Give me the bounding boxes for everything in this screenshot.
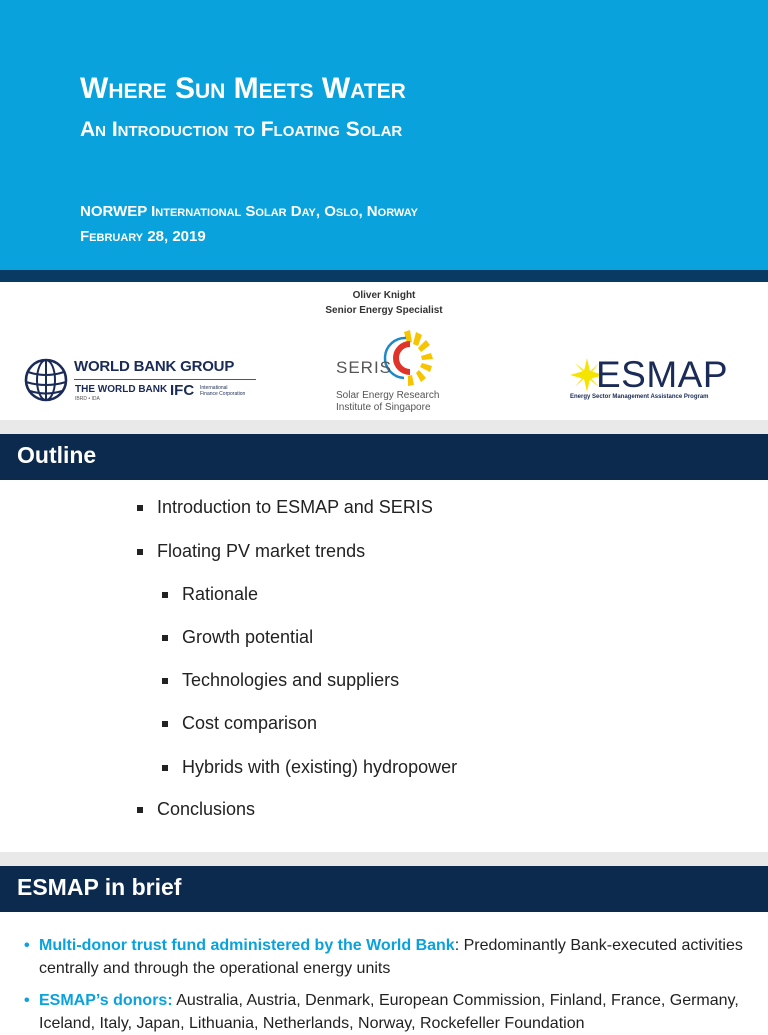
brief-bullet-highlight: Multi-donor trust fund administered by the World Bank — [39, 937, 455, 954]
brief-bullet-highlight: ESMAP’s donors: — [39, 992, 173, 1009]
slide-separator — [0, 420, 768, 434]
square-bullet-icon — [162, 635, 168, 641]
seris-wordmark: SERIS — [336, 358, 393, 377]
outline-heading: Outline — [17, 442, 97, 468]
brief-heading: ESMAP in brief — [17, 874, 182, 900]
esmap-wordmark: ESMAP — [596, 354, 729, 395]
outline-subitem: Rationale — [182, 584, 258, 605]
brief-bullet — [24, 989, 759, 1035]
seris-logo — [334, 328, 444, 418]
globe-icon — [24, 358, 68, 402]
title-slide — [0, 0, 768, 420]
square-bullet-icon — [137, 549, 143, 555]
square-bullet-icon — [137, 505, 143, 511]
wbg-ifc-full — [200, 385, 245, 397]
ifc-full-line2: Finance Corporation — [200, 391, 246, 397]
brief-bullet-text: Australia, Austria, Denmark, European Commission, Finland, France, Germany, Iceland, Italy, Japan, Lithuania, Netherlands, Norway, Rockefeller Foundation — [39, 992, 739, 1032]
wbg-ifc: IFC — [170, 382, 195, 399]
brief-bullet — [24, 934, 759, 980]
square-bullet-icon — [162, 592, 168, 598]
presenter-name: Oliver Knight — [352, 290, 416, 301]
esmap-brief-slide — [0, 866, 768, 1032]
world-bank-group-logo — [24, 352, 260, 404]
title-divider — [0, 270, 768, 282]
outline-subitem: Technologies and suppliers — [182, 670, 399, 691]
outline-list — [0, 480, 768, 852]
outline-subitem: Cost comparison — [182, 713, 317, 734]
presenter-role: Senior Energy Specialist — [325, 305, 443, 316]
wbg-the-world-bank: THE WORLD BANK — [75, 384, 168, 395]
event-line: NORWEP International Solar Day, Oslo, Norway — [80, 203, 418, 220]
slide-separator — [0, 852, 768, 866]
seris-full-line2: Institute of Singapore — [336, 402, 431, 413]
square-bullet-icon — [162, 678, 168, 684]
wbg-ibrd-ida: IBRD • IDA — [75, 396, 100, 402]
date-line: February 28, 2019 — [80, 228, 206, 245]
presentation-title: Where Sun Meets Water — [80, 72, 406, 105]
square-bullet-icon — [137, 807, 143, 813]
outline-subitem: Hybrids with (existing) hydropower — [182, 757, 457, 778]
wbg-rule — [74, 379, 256, 380]
outline-subitem: Growth potential — [182, 627, 313, 648]
seris-full-line1: Solar Energy Research — [336, 390, 440, 401]
square-bullet-icon — [162, 721, 168, 727]
brief-header-bar — [0, 866, 768, 912]
outline-item: Introduction to ESMAP and SERIS — [157, 497, 433, 518]
brief-bullet-text: : Predominantly Bank-executed activities centrally and through the operational energy units — [39, 937, 743, 977]
outline-item: Floating PV market trends — [157, 541, 365, 562]
outline-slide — [0, 434, 768, 852]
esmap-full-name: Energy Sector Management Assistance Program — [570, 394, 709, 400]
wbg-wordmark: WORLD BANK GROUP — [74, 358, 235, 375]
esmap-logo — [570, 356, 745, 406]
bullet-dot-icon: • — [24, 992, 30, 1009]
bullet-dot-icon: • — [24, 937, 30, 954]
outline-item: Conclusions — [157, 799, 255, 820]
title-band — [0, 0, 768, 270]
presentation-subtitle: An Introduction to Floating Solar — [80, 118, 403, 141]
square-bullet-icon — [162, 765, 168, 771]
ifc-full-line1: International — [200, 385, 228, 391]
outline-header-bar — [0, 434, 768, 480]
